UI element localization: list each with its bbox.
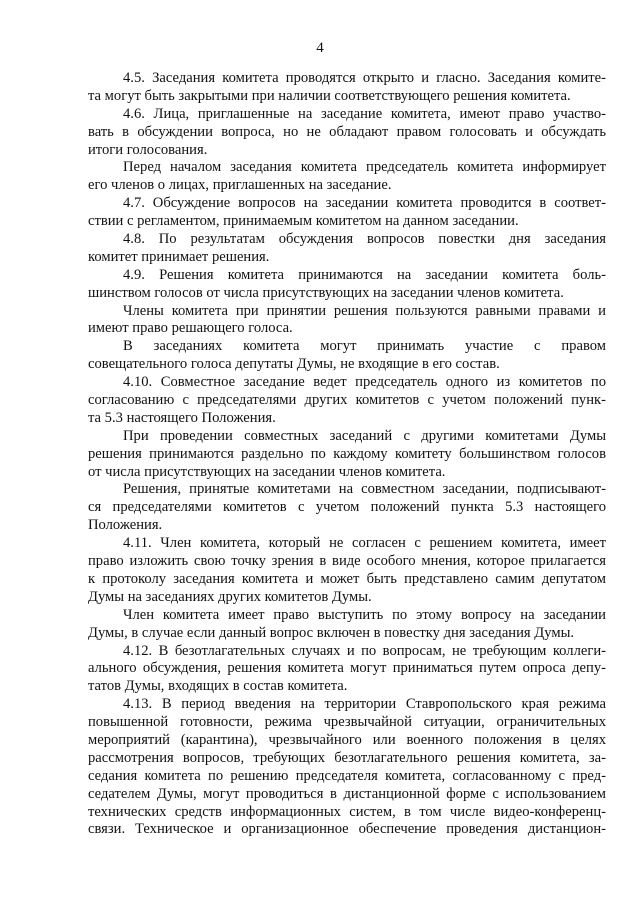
text-line: Думы на заседаниях других комитетов Думы. bbox=[88, 588, 372, 605]
text-line: ся председателями комитетов с учетом положений пункта 5.3 настоящего bbox=[88, 499, 606, 516]
text-line: 4.6. Лица, приглашенные на заседание комитета, имеют право участво- bbox=[123, 105, 606, 122]
text-line: итоги голосования. bbox=[88, 141, 208, 158]
text-line: Думы, в случае если данный вопрос включен в повестку дня заседания Думы. bbox=[88, 624, 575, 641]
paragraph bbox=[88, 195, 606, 231]
text-line: Положения. bbox=[88, 517, 163, 534]
text-line: решения принимаются раздельно по каждому комитету большинством голосов bbox=[88, 445, 606, 462]
paragraph bbox=[88, 607, 606, 643]
text-line: 4.5. Заседания комитета проводятся открыто и гласно. Заседания комите- bbox=[123, 70, 606, 86]
paragraph bbox=[88, 338, 606, 374]
text-line: согласованию с председателями других комитетов с учетом положений пунк- bbox=[88, 392, 606, 409]
text-line: шинством голосов от числа присутствующих на заседании членов комитета. bbox=[88, 284, 564, 301]
paragraph bbox=[88, 643, 606, 697]
text-line: технических средств информационных систем, в том числе видео-конференц- bbox=[88, 803, 606, 820]
text-line: В заседаниях комитета могут принимать участие с правом bbox=[123, 338, 606, 355]
text-line: 4.8. По результатам обсуждения вопросов повестки дня заседания bbox=[123, 231, 606, 248]
text-line: Решения, принятые комитетами на совместном заседании, подписывают- bbox=[123, 481, 606, 498]
text-line: Член комитета имеет право выступить по этому вопросу на заседании bbox=[123, 606, 606, 623]
text-line: 4.13. В период введения на территории Ставропольского края режима bbox=[123, 696, 606, 713]
text-line: вать в обсуждении вопроса, но не обладают правом голосовать и обсуждать bbox=[88, 123, 606, 140]
page-number: 4 bbox=[316, 40, 324, 56]
text-line: седателем Думы, могут проводиться в дистанционной форме с использованием bbox=[88, 785, 606, 802]
text-line: повышенной готовности, режима чрезвычайной ситуации, ограничительных bbox=[88, 714, 606, 731]
text-line: от числа присутствующих на заседании членов комитета. bbox=[88, 463, 446, 480]
paragraph bbox=[88, 481, 606, 535]
text-line: При проведении совместных заседаний с другими комитетами Думы bbox=[123, 427, 606, 444]
paragraph bbox=[88, 374, 606, 428]
text-line: право изложить свою точку зрения в виде особого мнения, которое прилагается bbox=[88, 553, 606, 570]
text-line: 4.7. Обсуждение вопросов на заседании комитета проводится в соответ- bbox=[123, 195, 606, 212]
paragraph bbox=[88, 106, 606, 160]
text-line: ствии с регламентом, принимаемым комитетом на данном заседании. bbox=[88, 213, 519, 230]
paragraph bbox=[88, 303, 606, 339]
text-line: та могут быть закрытыми при наличии соответствующего решения комитета. bbox=[88, 87, 571, 104]
text-line: совещательного голоса депутаты Думы, не входящие в его состав. bbox=[88, 356, 500, 373]
paragraph bbox=[88, 70, 606, 106]
paragraph bbox=[88, 159, 606, 195]
text-line: 4.11. Член комитета, который не согласен с решением комитета, имеет bbox=[123, 535, 606, 552]
text-line: татов Думы, входящих в состав комитета. bbox=[88, 678, 348, 695]
text-line: рассмотрения вопросов, требующих безотлагательного решения комитета, за- bbox=[88, 749, 606, 766]
text-line: связи. Техническое и организационное обеспечение проведения дистанцион- bbox=[88, 821, 606, 838]
paragraph bbox=[88, 696, 606, 839]
paragraph bbox=[88, 231, 606, 267]
paragraph bbox=[88, 535, 606, 607]
text-line: к протоколу заседания комитета и может быть представлено самим депутатом bbox=[88, 570, 606, 587]
text-line: 4.9. Решения комитета принимаются на заседании комитета боль- bbox=[123, 266, 606, 283]
text-line: ального обсуждения, решения комитета могут приниматься путем опроса депу- bbox=[88, 660, 606, 677]
text-line: та 5.3 настоящего Положения. bbox=[88, 409, 276, 426]
paragraph bbox=[88, 428, 606, 482]
text-line: мероприятий (карантина), чрезвычайного или военного положения в целях bbox=[88, 731, 606, 748]
text-line: его членов о лицах, приглашенных на заседание. bbox=[88, 177, 392, 194]
text-line: комитет принимает решения. bbox=[88, 248, 270, 265]
text-line: Перед началом заседания комитета председатель комитета информирует bbox=[123, 159, 606, 176]
text-line: седания комитета по решению председателя комитета, согласованному с пред- bbox=[88, 767, 606, 784]
text-line: имеют право решающего голоса. bbox=[88, 320, 293, 337]
paragraph bbox=[88, 267, 606, 303]
text-line: Члены комитета при принятии решения пользуются равными правами и bbox=[123, 302, 606, 319]
text-line: 4.12. В безотлагательных случаях и по вопросам, не требующим коллеги- bbox=[123, 642, 606, 659]
document-body bbox=[88, 70, 606, 839]
text-line: 4.10. Совместное заседание ведет председатель одного из комитетов по bbox=[123, 374, 606, 391]
